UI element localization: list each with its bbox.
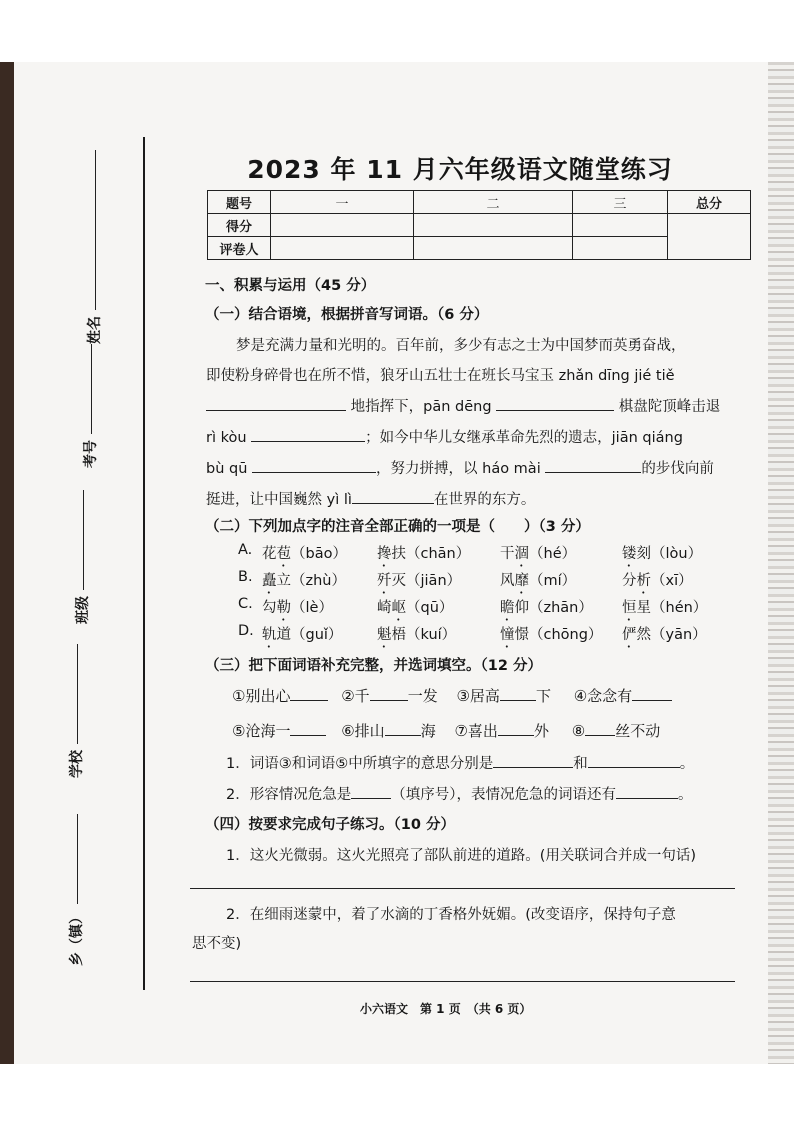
q3-sentence1: 1．词语③和词语⑤中所填字的意思分别是 和 。 [226, 752, 694, 773]
q4-item1: 1．这火光微弱。这火光照亮了部队前进的道路。(用关联词合并成一句话) [226, 848, 697, 864]
q1-paragraph-line6: 挺进，让中国巍然 yì lì 在世界的东方。 [206, 488, 535, 509]
q4-item1-answer-line[interactable] [190, 888, 735, 889]
header-col-2: 二 [414, 191, 573, 214]
score-table-header [208, 191, 751, 214]
grader-cell-2[interactable] [414, 237, 573, 260]
q1-paragraph-line3: 地指挥下，pān dēng 棋盘陀顶峰击退 [206, 395, 720, 416]
answer-blank-pandeng[interactable] [496, 396, 614, 411]
answer-blank-haomai[interactable] [545, 458, 641, 473]
q2-option-word: 歼灭（jiān） [377, 573, 462, 589]
blank-w6[interactable] [385, 721, 421, 736]
name-label: 姓名 [87, 316, 103, 344]
score-cell-1[interactable] [271, 214, 414, 237]
class-label: 班级 [75, 596, 91, 624]
score-table [207, 190, 751, 260]
score-cell-2[interactable] [414, 214, 573, 237]
binding-name-field [84, 150, 104, 344]
q2-option-word: 崎岖（qū） [377, 600, 454, 616]
q2-option-word: 风靡（mí） [500, 573, 577, 589]
blank-s1-meaning2[interactable] [588, 753, 680, 768]
q2-heading: （二）下列加点字的注音全部正确的一项是（ ）（3 分） [205, 519, 590, 535]
header-total: 总分 [668, 191, 751, 214]
blank-w7[interactable] [498, 721, 534, 736]
row-grader-label: 评卷人 [208, 237, 271, 260]
header-question-no: 题号 [208, 191, 271, 214]
answer-blank-zhandingjietie[interactable] [206, 396, 346, 411]
page-footer: 小六语文 第 1 页 （共 6 页） [360, 1002, 532, 1016]
q2-option-label[interactable]: D. [238, 623, 254, 639]
scan-edge-left [0, 62, 14, 1064]
q2-option-word: 俨然（yān） [622, 627, 707, 643]
binding-line [143, 137, 145, 990]
answer-blank-rikou[interactable] [251, 427, 365, 442]
q2-option-label[interactable]: A. [238, 542, 253, 558]
q2-option-word: 矗立（zhù） [262, 573, 346, 589]
q4-item2-answer-line[interactable] [190, 981, 735, 982]
q4-item2-line1: 2．在细雨迷蒙中，着了水滴的丁香格外妩媚。(改变语序，保持句子意 [226, 907, 676, 923]
q2-option-label[interactable]: C. [238, 596, 253, 612]
blank-w5[interactable] [290, 721, 326, 736]
q2-option-word: 镂刻（lòu） [622, 546, 703, 562]
q2-option-word: 魁梧（kuí） [377, 627, 457, 643]
q3-idioms-row2: ⑤沧海一 ⑥排山 海 ⑦喜出 外 ⑧ 丝不动 [232, 722, 661, 740]
blank-s2-number[interactable] [351, 784, 391, 799]
binding-exam-no-field [80, 344, 100, 468]
answer-blank-buqu[interactable] [252, 458, 376, 473]
q2-option-word: 花苞（bāo） [262, 546, 347, 562]
q1-paragraph-line2: 即使粉身碎骨也在所不惜，狼牙山五壮士在班长马宝玉 zhǎn dīng jié tiě [206, 368, 675, 384]
score-row [208, 214, 751, 237]
blank-w2[interactable] [370, 686, 408, 701]
blank-w3[interactable] [500, 686, 536, 701]
answer-blank-yili[interactable] [352, 489, 434, 504]
q2-option-label[interactable]: B. [238, 569, 253, 585]
q1-paragraph-line1: 梦是充满力量和光明的。百年前，多少有志之士为中国梦而英勇奋战， [236, 338, 686, 354]
blank-s2-word[interactable] [616, 784, 678, 799]
q1-paragraph-line5: bù qū ，努力拼搏，以 háo mài 的步伐向前 [206, 457, 714, 478]
q2-option-word: 瞻仰（zhān） [500, 600, 593, 616]
header-col-3: 三 [573, 191, 668, 214]
header-col-1: 一 [271, 191, 414, 214]
binding-town-field [66, 814, 86, 966]
blank-s1-meaning1[interactable] [493, 753, 573, 768]
q1-heading: （一）结合语境，根据拼音写词语。（6 分） [205, 307, 489, 323]
q2-option-word: 恒星（hén） [622, 600, 708, 616]
q2-option-word: 憧憬（chōng） [500, 627, 603, 643]
q3-sentence2: 2．形容情况危急是 （填序号），表情况危急的词语还有 。 [226, 783, 692, 804]
blank-w8[interactable] [585, 721, 615, 736]
q2-option-word: 分析（xī） [622, 573, 693, 589]
q2-option-word: 勾勒（lè） [262, 600, 333, 616]
grader-cell-1[interactable] [271, 237, 414, 260]
exam-no-label: 考号 [83, 440, 99, 468]
page-title: 2023 年 11 月六年级语文随堂练习 [247, 155, 673, 184]
q3-idioms-row1: ①别出心 ②千 一发 ③居高 下 ④念念有 [232, 685, 672, 706]
school-label: 学校 [69, 750, 85, 778]
score-cell-3[interactable] [573, 214, 668, 237]
score-cell-total[interactable] [668, 214, 751, 260]
scan-edge-right [768, 62, 794, 1064]
q3-heading: （三）把下面词语补充完整，并选词填空。（12 分） [205, 658, 542, 674]
q2-option-word: 搀扶（chān） [377, 546, 471, 562]
q2-option-word: 干涸（hé） [500, 546, 577, 562]
row-score-label: 得分 [208, 214, 271, 237]
binding-class-field [72, 490, 92, 624]
q4-heading: （四）按要求完成句子练习。（10 分） [205, 817, 455, 833]
blank-w1[interactable] [290, 686, 328, 701]
town-label: 乡（镇） [69, 910, 85, 966]
grader-cell-3[interactable] [573, 237, 668, 260]
q4-item2-line2: 思不变) [192, 936, 242, 952]
binding-school-field [66, 644, 86, 778]
q2-option-word: 轨道（guǐ） [262, 627, 343, 643]
section1-heading: 一、积累与运用（45 分） [205, 278, 376, 294]
q1-paragraph-line4: rì kòu ；如今中华儿女继承革命先烈的遗志，jiān qiáng [206, 426, 683, 447]
blank-w4[interactable] [632, 686, 672, 701]
